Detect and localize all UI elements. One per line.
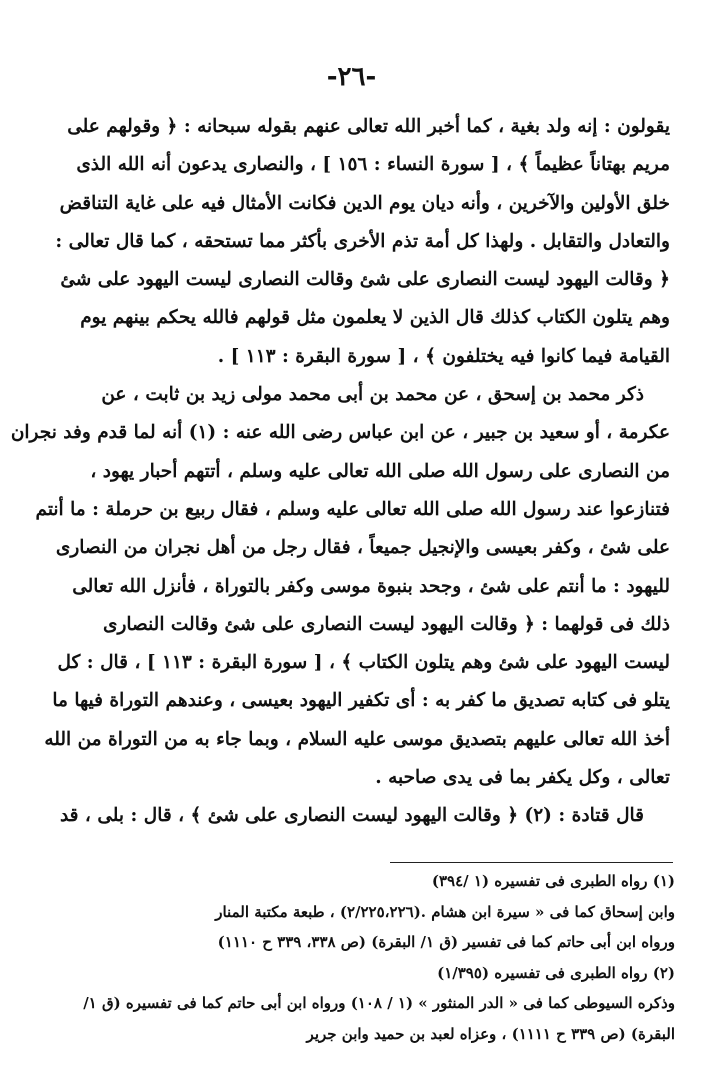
- body-line: ليست اليهود على شئ وهم يتلون الكتاب ﴾ ، [ سورة البقرة : ١١٣ ] ، قال : كل: [57, 652, 670, 674]
- body-line: من النصارى على رسول الله صلى الله تعالى عليه وسلم ، أتتهم أحبار يهود ،: [90, 460, 670, 482]
- paragraph-start-line: قال قتادة : (٢) ﴿ وقالت اليهود ليست النصارى على شئ ﴾ ، قال : بلى ، قد: [59, 805, 644, 827]
- body-line: ذلك فى قولهما : ﴿ وقالت اليهود ليست النصارى على شئ وقالت النصارى: [103, 613, 670, 635]
- body-line: على شئ ، وكفر بعيسى والإنجيل جميعاً ، فقال رجل من أهل نجران من النصارى: [55, 537, 670, 559]
- body-line: تعالى ، وكل يكفر بما فى يدى صاحبه .: [375, 767, 670, 789]
- body-line: وهم يتلون الكتاب كذلك قال الذين لا يعلمون مثل قولهم فالله يحكم بينهم يوم: [80, 307, 670, 329]
- body-line: القيامة فيما كانوا فيه يختلفون ﴾ ، [ سورة البقرة : ١١٣ ] .: [217, 345, 670, 367]
- footnote-line: وابن إسحاق كما فى « سيرة ابن هشام .(٢/٢٢٥،٢٢٦) ، طبعة مكتبة المنار: [215, 902, 675, 921]
- body-line: لليهود : ما أنتم على شئ ، وجحد بنبوة موسى وكفر بالتوراة ، فأنزل الله تعالى: [72, 575, 670, 597]
- body-line: عكرمة ، أو سعيد بن جبير ، عن ابن عباس رضى الله عنه : (١) أنه لما قدم وفد نجران: [10, 422, 670, 444]
- body-line: يتلو فى كتابه تصديق ما كفر به : أى تكفير اليهود بعيسى ، وعندهم التوراة فيها ما: [52, 690, 670, 712]
- footnote-line: ورواه ابن أبى حاتم كما فى تفسير (ق ١/ البقرة) (ص ٣٣٨، ٣٣٩ ح ١١١٠): [217, 933, 675, 951]
- body-text: [10, 108, 670, 836]
- body-line: والتعادل والتقابل . ولهذا كل أمة تذم الأخرى بأكثر مما تستحقه ، كما قال تعالى :: [55, 230, 670, 252]
- footnote-line: (١) رواه الطبرى فى تفسيره (١ /٣٩٤): [431, 872, 675, 890]
- quran-quote-line: ﴿ وقالت اليهود ليست النصارى على شئ وقالت النصارى ليست اليهود على شئ: [60, 269, 670, 291]
- footnotes: [30, 866, 675, 1049]
- body-line: فتنازعوا عند رسول الله صلى الله تعالى عليه وسلم ، فقال ربيع بن حرملة : ما أنتم: [35, 498, 670, 520]
- footnote-divider: [390, 862, 673, 863]
- body-line: يقولون : إنه ولد بغية ، كما أخبر الله تعالى عنهم بقوله سبحانه : ﴿ وقولهم على: [67, 116, 670, 137]
- page-number: -٢٦-: [326, 62, 377, 92]
- footnote-line: وذكره السيوطى كما فى « الدر المنثور » (١ / ١٠٨) ورواه ابن أبى حاتم كما فى تفسيره (ق ١/: [83, 994, 675, 1012]
- body-line: خلق الأولين والآخرين ، وأنه ديان يوم الدين فكانت الأمثال فيه على غاية التناقض: [59, 192, 670, 214]
- footnote-line: البقرة) (ص ٣٣٩ ح ١١١١) ، وعزاه لعبد بن حميد وابن جرير: [306, 1024, 675, 1043]
- footnote-line: (٢) رواه الطبرى فى تفسيره (١/٣٩٥): [437, 963, 675, 982]
- body-line: أخذ الله تعالى عليهم بتصديق موسى عليه السلام ، وبما جاء به من التوراة من الله: [44, 728, 670, 750]
- body-line: مريم بهتاناً عظيماً ﴾ ، [ سورة النساء : ١٥٦ ] ، والنصارى يدعون أنه الله الذى: [76, 154, 670, 176]
- paragraph-start-line: ذكر محمد بن إسحق ، عن محمد بن أبى محمد مولى زيد بن ثابت ، عن: [101, 384, 644, 406]
